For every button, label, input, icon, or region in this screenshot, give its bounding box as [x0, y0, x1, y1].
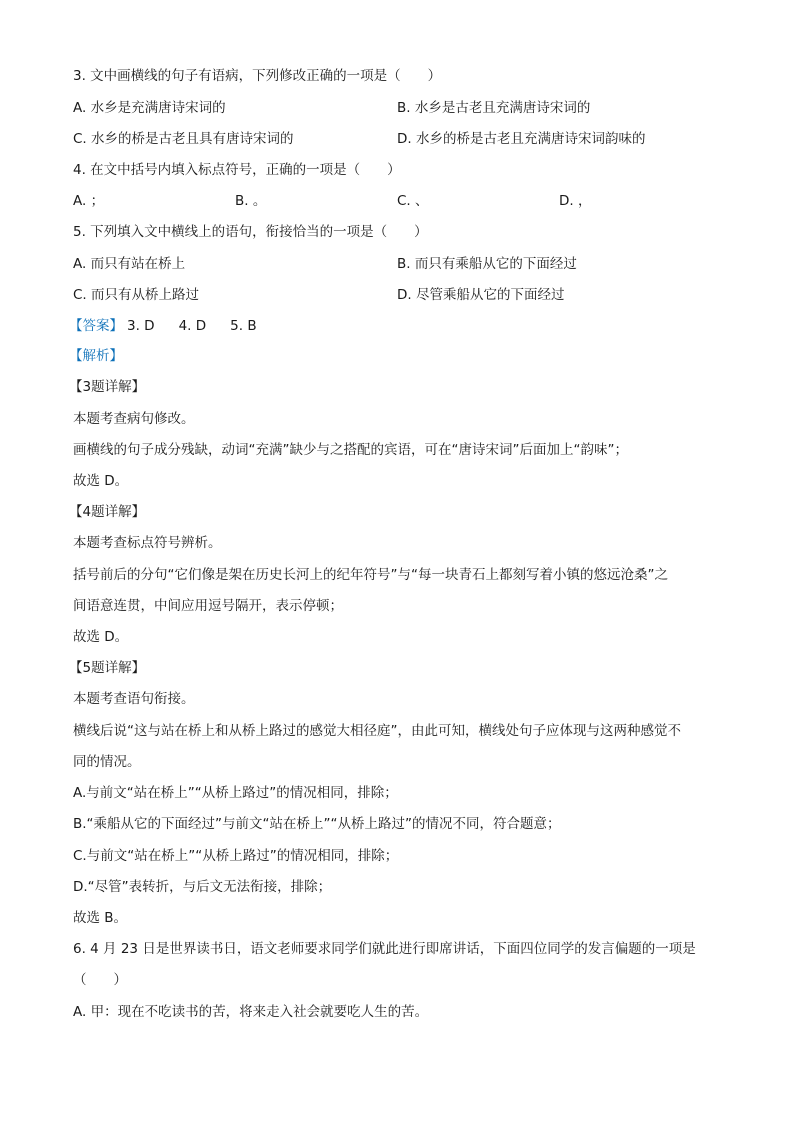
section-5-line-2: 横线后说“这与站在桥上和从桥上路过的感觉大相径庭”，由此可知，横线处句子应体现与这两种感觉不 [73, 723, 681, 739]
q6-stem-line-2: （ ） [73, 972, 127, 988]
q6-option-a: A. 甲：现在不吃读书的苦，将来走入社会就要吃人生的苦。 [73, 1004, 429, 1020]
q5-option-c: C. 而只有从桥上路过 [73, 287, 200, 303]
answer-item-5: 5. B [230, 318, 257, 334]
q3-option-d: D. 水乡的桥是古老且充满唐诗宋词韵味的 [397, 131, 646, 147]
section-5-line-1: 本题考查语句衔接。 [73, 691, 195, 707]
answer-item-3: 3. D [127, 318, 155, 334]
q5-options-row-1 [73, 255, 733, 273]
q3-options-row-1 [73, 99, 733, 117]
analysis-label: 【解析】 [69, 348, 123, 364]
q4-stem: 4. 在文中括号内填入标点符号，正确的一项是（ ） [73, 162, 401, 178]
q3-option-a: A. 水乡是充满唐诗宋词的 [73, 100, 226, 116]
section-3-line-2: 画横线的句子成分残缺，动词“充满”缺少与之搭配的宾语，可在“唐诗宋词”后面加上“韵味”； [73, 442, 628, 458]
q3-options-row-2 [73, 130, 733, 148]
section-4-line-4: 故选 D。 [73, 629, 129, 645]
answer-item-4: 4. D [178, 318, 207, 334]
q5-stem: 5. 下列填入文中横线上的语句，衔接恰当的一项是（ ） [73, 224, 428, 240]
q4-options-row [73, 192, 733, 210]
q4-option-c: C. 、 [397, 193, 429, 209]
section-5-line-7: D.“尽管”表转折，与后文无法衔接，排除； [73, 879, 332, 895]
q5-option-b: B. 而只有乘船从它的下面经过 [397, 256, 577, 272]
q5-option-d: D. 尽管乘船从它的下面经过 [397, 287, 565, 303]
section-5-title: 【5题详解】 [69, 660, 146, 676]
q3-stem: 3. 文中画横线的句子有语病，下列修改正确的一项是（ ） [73, 68, 442, 84]
q4-option-a: A. ； [73, 193, 105, 209]
section-3-line-1: 本题考查病句修改。 [73, 411, 195, 427]
q3-option-b: B. 水乡是古老且充满唐诗宋词的 [397, 100, 591, 116]
section-5-line-8: 故选 B。 [73, 910, 128, 926]
section-5-line-6: C.与前文“站在桥上”“从桥上路过”的情况相同，排除； [73, 848, 399, 864]
section-5-line-3: 同的情况。 [73, 754, 141, 770]
section-3-line-3: 故选 D。 [73, 473, 129, 489]
q5-option-a: A. 而只有站在桥上 [73, 256, 186, 272]
section-4-line-2: 括号前后的分句“它们像是架在历史长河上的纪年符号”与“每一块青石上都刻写着小镇的悠远沧桑”之 [73, 567, 668, 583]
section-5-line-5: B.“乘船从它的下面经过”与前文“站在桥上”“从桥上路过”的情况不同，符合题意； [73, 816, 561, 832]
q5-options-row-2 [73, 286, 733, 304]
q6-stem-line-1: 6. 4 月 23 日是世界读书日，语文老师要求同学们就此进行即席讲话，下面四位同学的发言偏题的一项是 [73, 941, 696, 957]
section-4-title: 【4题详解】 [69, 504, 146, 520]
answer-line [69, 317, 257, 335]
q3-option-c: C. 水乡的桥是古老且具有唐诗宋词的 [73, 131, 294, 147]
answer-label: 【答案】 [69, 318, 123, 334]
section-4-line-1: 本题考查标点符号辨析。 [73, 535, 222, 551]
section-5-line-4: A.与前文“站在桥上”“从桥上路过”的情况相同，排除； [73, 785, 398, 801]
q4-option-b: B. 。 [235, 193, 267, 209]
section-3-title: 【3题详解】 [69, 379, 146, 395]
q4-option-d: D. ， [559, 193, 592, 209]
section-4-line-3: 间语意连贯，中间应用逗号隔开，表示停顿； [73, 598, 343, 614]
